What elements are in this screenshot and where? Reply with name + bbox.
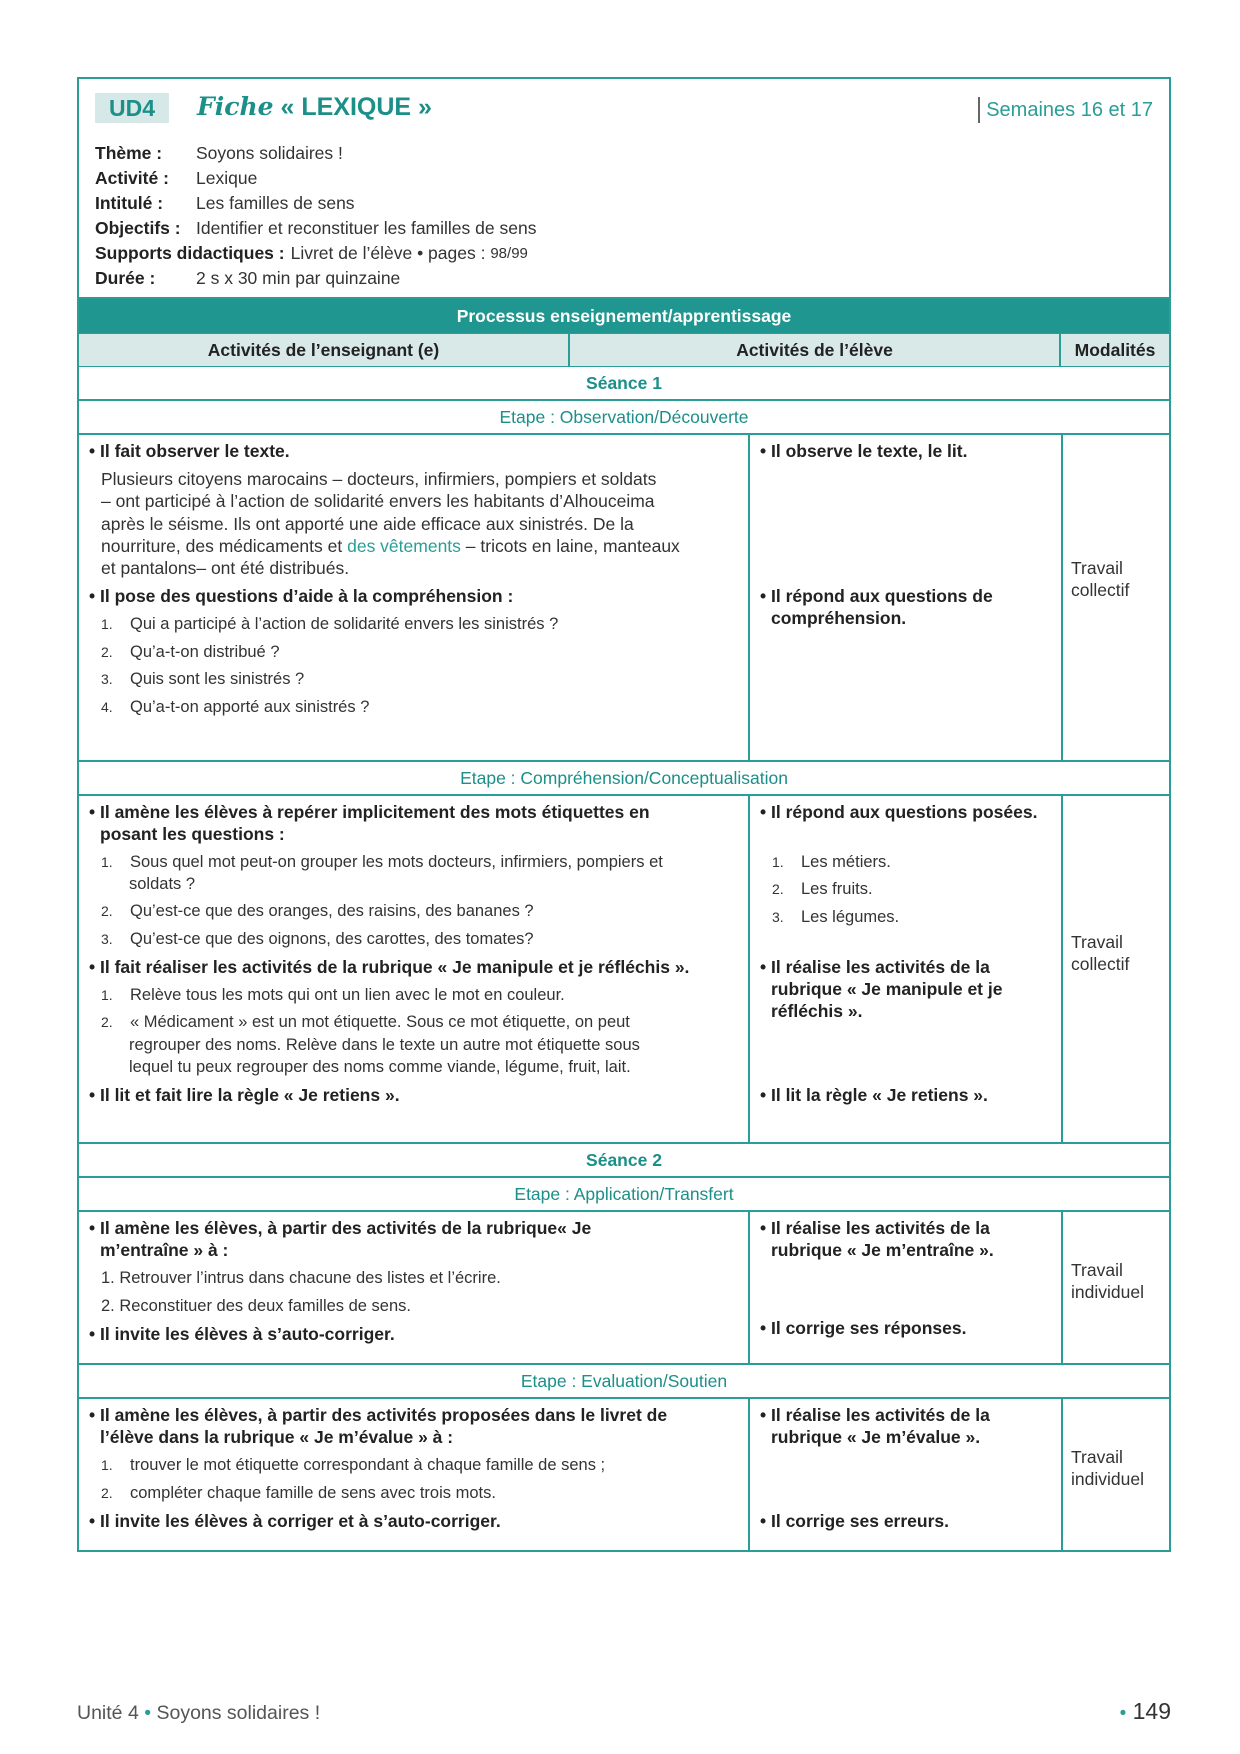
- student-step: • Il réalise les activités de la: [760, 1218, 990, 1238]
- modality-text: individuel: [1071, 1469, 1144, 1489]
- list-text: Quis sont les sinistrés ?: [130, 670, 305, 688]
- teacher-step: • Il invite les élèves à s’auto-corriger.: [89, 1324, 395, 1344]
- text-line: – ont participé à l’action de solidarité envers les habitants d’Alhouceima: [101, 491, 655, 511]
- text-fragment: – tricots en laine, manteaux: [465, 536, 680, 556]
- list-item: [101, 667, 736, 692]
- list-number: 1.: [101, 987, 113, 1003]
- etape-application-block: [79, 1212, 1169, 1365]
- answer-item: [772, 850, 1049, 875]
- footer-theme: Soyons solidaires !: [156, 1702, 321, 1724]
- meta-label: Supports didactiques :: [95, 243, 285, 263]
- list-item: 2. Reconstituer des deux familles de sens.: [101, 1297, 411, 1315]
- teacher-step: • Il invite les élèves à corriger et à s’auto-corriger.: [89, 1511, 501, 1531]
- list-text-continued: soldats ?: [129, 875, 196, 893]
- meta-label: Thème :: [95, 143, 163, 163]
- modality-text: Travail: [1071, 932, 1123, 952]
- footer-unit: Unité 4: [77, 1702, 139, 1724]
- list-number: 2.: [101, 1485, 113, 1501]
- list-text: Les légumes.: [801, 908, 900, 926]
- meta-duree: [95, 266, 536, 291]
- teacher-step: • Il fait réaliser les activités de la rubrique « Je manipule et je réfléchis ».: [89, 957, 690, 977]
- seance-2-title: Séance 2: [79, 1144, 1169, 1178]
- modality-cell: [1063, 1399, 1169, 1550]
- page-footer: [77, 1700, 320, 1726]
- list-text: Qui a participé à l’action de solidarité envers les sinistrés ?: [130, 615, 559, 633]
- list-number: 1.: [101, 616, 113, 632]
- list-item: [101, 1481, 736, 1506]
- teacher-step: • Il amène les élèves, à partir des activités proposées dans le livret de: [89, 1405, 668, 1425]
- list-text: compléter chaque famille de sens avec trois mots.: [130, 1484, 496, 1502]
- list-number: 2.: [772, 881, 784, 897]
- list-number: 1.: [101, 1457, 113, 1473]
- list-item: [101, 983, 736, 1008]
- list-item: [101, 640, 736, 665]
- student-step: rubrique « Je manipule et je: [771, 979, 1003, 999]
- list-text: Les métiers.: [801, 853, 891, 871]
- answer-item: [772, 905, 1049, 930]
- etape-evaluation-title: Etape : Evaluation/Soutien: [79, 1365, 1169, 1399]
- footer-bullet: •: [144, 1702, 152, 1724]
- sheet-title: [197, 91, 432, 123]
- etape-observation-block: [79, 435, 1169, 762]
- sheet-header: [79, 79, 1169, 299]
- list-text: Relève tous les mots qui ont un lien avec le mot en couleur.: [130, 986, 565, 1004]
- col-modalities: Modalités: [1074, 340, 1156, 360]
- meta-label: Intitulé :: [95, 193, 164, 213]
- meta-value: Lexique: [196, 168, 258, 188]
- student-step: • Il corrige ses réponses.: [760, 1318, 967, 1338]
- list-number: 2.: [101, 1014, 113, 1030]
- list-text: Qu’a-t-on distribué ?: [130, 643, 280, 661]
- teacher-step: • Il lit et fait lire la règle « Je retiens ».: [89, 1085, 400, 1105]
- meta-supports: [95, 241, 536, 266]
- list-number: 3.: [101, 671, 113, 687]
- modality-text: Travail: [1071, 558, 1123, 578]
- etape-evaluation-block: [79, 1399, 1169, 1550]
- meta-label: Durée :: [95, 268, 156, 288]
- modality-text: individuel: [1071, 1282, 1144, 1302]
- modality-cell: [1063, 796, 1169, 1142]
- fiche-word: Fiche: [197, 92, 274, 121]
- meta-value: Livret de l’élève • pages :: [290, 243, 486, 263]
- list-item: [101, 1010, 736, 1035]
- student-step: • Il observe le texte, le lit.: [760, 441, 968, 461]
- meta-objectifs: [95, 216, 536, 241]
- process-band: Processus enseignement/apprentissage: [79, 299, 1169, 333]
- list-text: Qu’a-t-on apporté aux sinistrés ?: [130, 698, 370, 716]
- teacher-cell: [79, 1399, 750, 1550]
- col-student: Activités de l’élève: [570, 334, 1061, 366]
- list-number: 2.: [101, 903, 113, 919]
- teacher-step: l’élève dans la rubrique « Je m’évalue » à :: [100, 1427, 454, 1447]
- meta-label: Activité :: [95, 168, 169, 188]
- student-step: • Il réalise les activités de la: [760, 957, 990, 977]
- list-number: 3.: [101, 931, 113, 947]
- student-step: rubrique « Je m’entraîne ».: [771, 1240, 994, 1260]
- student-step: rubrique « Je m’évalue ».: [771, 1427, 981, 1447]
- teacher-step: • Il amène les élèves à repérer implicitement des mots étiquettes en: [89, 802, 650, 822]
- list-number: 1.: [101, 854, 113, 870]
- student-step: • Il corrige ses erreurs.: [760, 1511, 950, 1531]
- student-cell: [750, 1212, 1063, 1363]
- unit-badge: UD4: [95, 93, 169, 123]
- list-number: 1.: [772, 854, 784, 870]
- list-item: [101, 1453, 736, 1478]
- list-text-continued: lequel tu peux regrouper des noms comme viande, légume, fruit, lait.: [129, 1058, 631, 1076]
- meta-activite: [95, 166, 536, 191]
- list-text: trouver le mot étiquette correspondant à chaque famille de sens ;: [130, 1456, 606, 1474]
- list-item: 1. Retrouver l’intrus dans chacune des listes et l’écrire.: [101, 1269, 501, 1287]
- page-number-value: 149: [1132, 1698, 1171, 1724]
- list-item: [101, 899, 736, 924]
- etape-application-title: Etape : Application/Transfert: [79, 1178, 1169, 1212]
- list-text-continued: regrouper des noms. Relève dans le texte un autre mot étiquette sous: [129, 1036, 640, 1054]
- meta-label: Objectifs :: [95, 218, 181, 238]
- teacher-cell: [79, 1212, 750, 1363]
- modality-cell: [1063, 435, 1169, 760]
- student-step: • Il réalise les activités de la: [760, 1405, 990, 1425]
- col-teacher: Activités de l’enseignant (e): [79, 334, 570, 366]
- list-text: « Médicament » est un mot étiquette. Sous ce mot étiquette, on peut: [130, 1013, 630, 1031]
- list-text: Les fruits.: [801, 880, 873, 898]
- teacher-step: • Il pose des questions d’aide à la compréhension :: [89, 586, 514, 606]
- list-number: 3.: [772, 909, 784, 925]
- answer-item: [772, 877, 1049, 902]
- teacher-step: posant les questions :: [100, 824, 285, 844]
- teacher-step: m’entraîne » à :: [100, 1240, 229, 1260]
- meta-info: [95, 141, 536, 291]
- teacher-step: • Il amène les élèves, à partir des activités de la rubrique« Je: [89, 1218, 592, 1238]
- modality-text: collectif: [1071, 580, 1130, 600]
- etape-comprehension-title: Etape : Compréhension/Conceptualisation: [79, 762, 1169, 796]
- page-number: [1120, 1697, 1171, 1728]
- list-text: Sous quel mot peut-on grouper les mots docteurs, infirmiers, pompiers et: [130, 853, 663, 871]
- meta-value: Soyons solidaires !: [196, 143, 343, 163]
- teacher-cell: [79, 435, 750, 760]
- list-text: Qu’est-ce que des oignons, des carottes, des tomates?: [130, 930, 534, 948]
- text-fragment: nourriture, des médicaments et: [101, 536, 343, 556]
- etape-comprehension-block: [79, 796, 1169, 1144]
- modality-text: Travail: [1071, 1447, 1123, 1467]
- meta-value: Les familles de sens: [196, 193, 355, 213]
- meta-intitule: [95, 191, 536, 216]
- list-number: 2.: [101, 644, 113, 660]
- list-text: Qu’est-ce que des oranges, des raisins, des bananes ?: [130, 902, 534, 920]
- list-number: 4.: [101, 699, 113, 715]
- student-cell: [750, 796, 1063, 1142]
- list-item: [101, 612, 736, 637]
- etape-observation-title: Etape : Observation/Découverte: [79, 401, 1169, 435]
- teacher-step: • Il fait observer le texte.: [89, 441, 290, 461]
- student-cell: [750, 1399, 1063, 1550]
- meta-pages: 98/99: [490, 245, 528, 262]
- student-cell: [750, 435, 1063, 760]
- meta-value: 2 s x 30 min par quinzaine: [196, 268, 401, 288]
- lesson-sheet: [77, 77, 1171, 1552]
- teacher-cell: [79, 796, 750, 1142]
- list-item: [101, 927, 736, 952]
- student-step: réfléchis ».: [771, 1001, 863, 1021]
- student-step: • Il répond aux questions de: [760, 586, 993, 606]
- fiche-name: « LEXIQUE »: [280, 93, 432, 121]
- student-step: compréhension.: [771, 608, 907, 628]
- meta-value: Identifier et reconstituer les familles de sens: [196, 218, 537, 238]
- student-step: • Il répond aux questions posées.: [760, 802, 1038, 822]
- seance-1-title: Séance 1: [79, 367, 1169, 401]
- column-headers: [79, 333, 1169, 367]
- page-bullet: •: [1119, 1703, 1127, 1724]
- text-line: après le séisme. Ils ont apporté une aide efficace aux sinistrés. De la: [101, 514, 634, 534]
- modality-text: Travail: [1071, 1260, 1123, 1280]
- student-step: • Il lit la règle « Je retiens ».: [760, 1085, 988, 1105]
- text-line: Plusieurs citoyens marocains – docteurs, infirmiers, pompiers et soldats: [101, 469, 657, 489]
- list-item: [101, 695, 736, 720]
- text-line: et pantalons– ont été distribués.: [101, 558, 350, 578]
- highlighted-word: des vêtements: [347, 536, 461, 556]
- meta-theme: [95, 141, 536, 166]
- modality-text: collectif: [1071, 954, 1130, 974]
- weeks-label: Semaines 16 et 17: [978, 97, 1153, 123]
- modality-cell: [1063, 1212, 1169, 1363]
